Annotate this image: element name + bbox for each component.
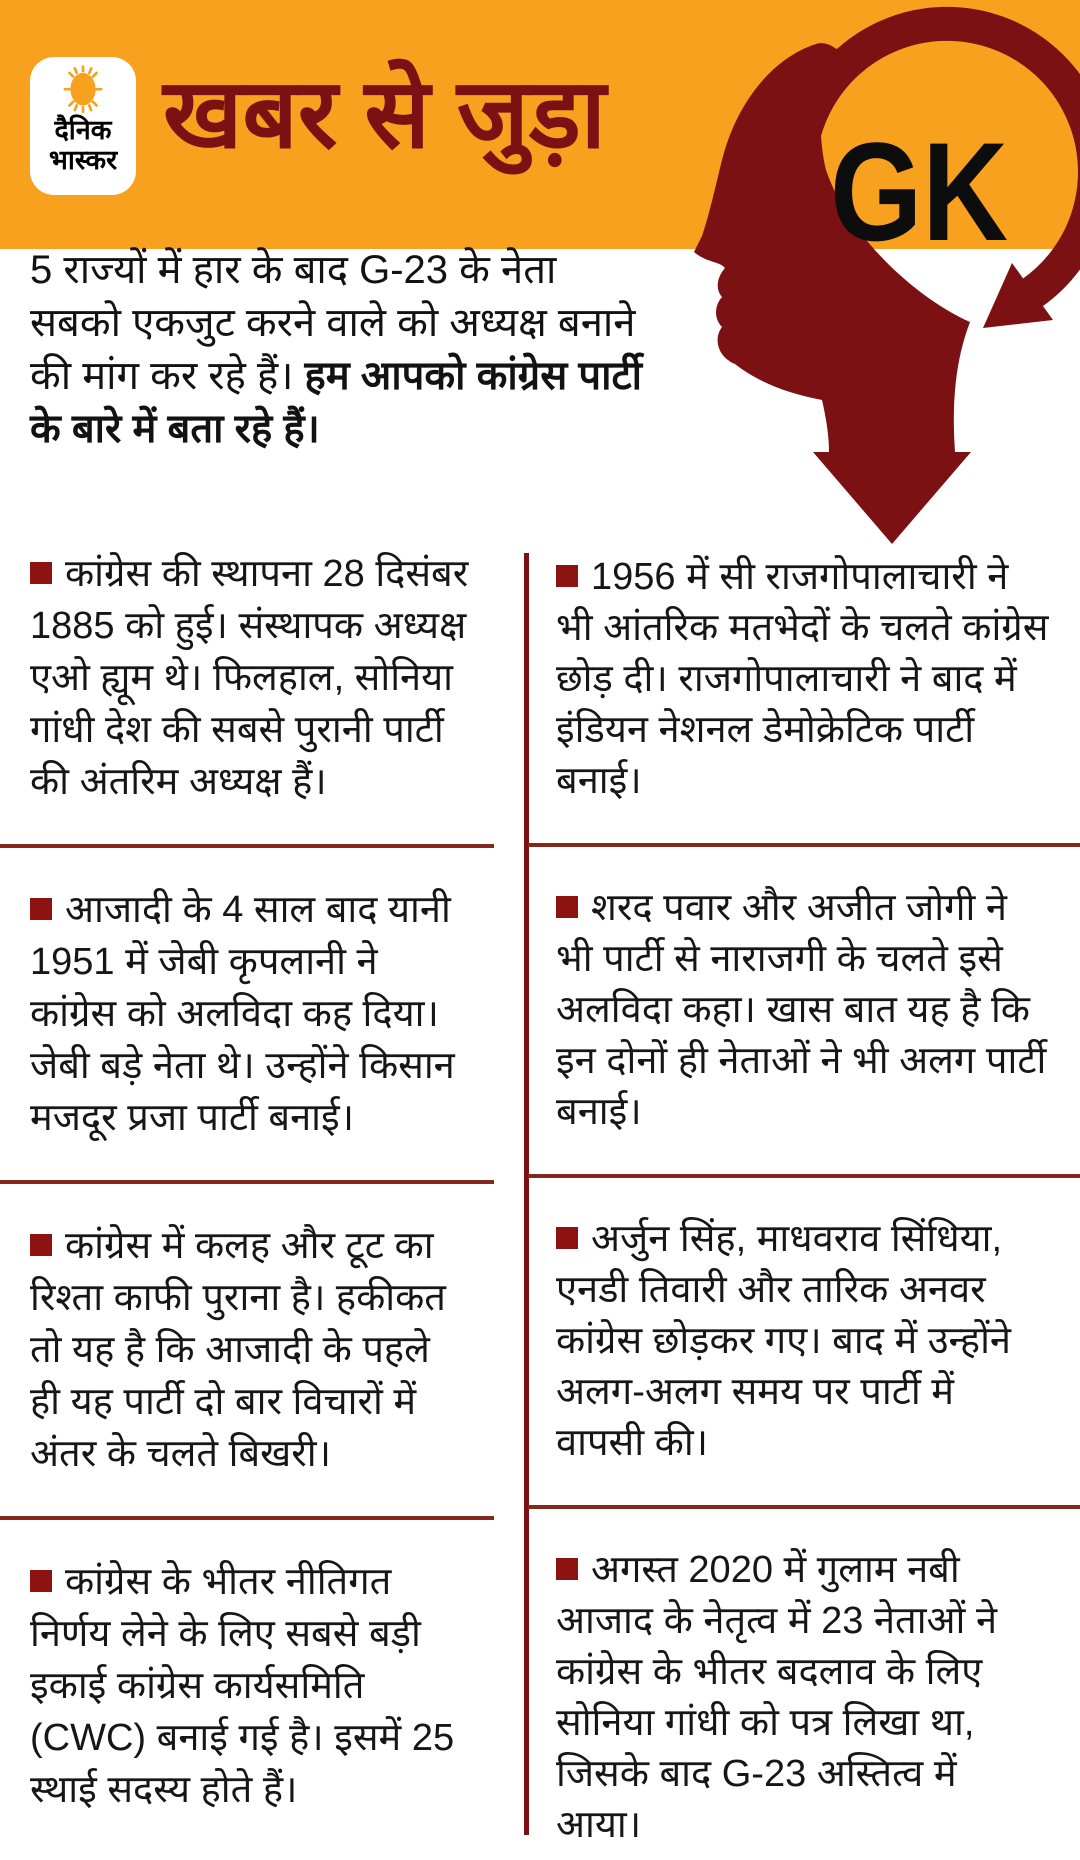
bullet-square-icon	[556, 896, 578, 918]
intro-text-bold: हम आपको कांग्रेस पार्टी के बारे में बता रहे हैं।	[30, 354, 642, 451]
bullet-square-icon	[556, 1227, 578, 1249]
divider	[0, 1516, 494, 1520]
list-item	[528, 883, 1080, 1138]
page-title: खबर से जुड़ा	[163, 59, 606, 168]
list-item-text: कांग्रेस में कलह और टूट का रिश्ता काफी पुराना है। हकीकत तो यह है कि आजादी के पहले ही यह पार्टी दो बार विचारों में अंतर के चलते बिखरी।	[30, 1225, 446, 1475]
bullet-square-icon	[30, 562, 52, 584]
list-item-text: आजादी के 4 साल बाद यानी 1951 में जेबी कृपलानी ने कांग्रेस को अलविदा कह दिया। जेबी बड़े नेता थे। उन्होंने किसान मजदूर प्रजा पार्टी बनाई।	[30, 889, 455, 1139]
logo-line2: भास्कर	[48, 145, 118, 175]
bullet-square-icon	[30, 1234, 52, 1256]
right-column	[528, 552, 1080, 1851]
list-item	[0, 548, 494, 808]
logo-wordmark	[49, 115, 117, 175]
bullet-square-icon	[30, 898, 52, 920]
list-item	[528, 552, 1080, 807]
bullet-square-icon	[30, 1570, 52, 1592]
list-item	[0, 1556, 494, 1816]
bullet-square-icon	[556, 565, 578, 587]
list-item-text: कांग्रेस की स्थापना 28 दिसंबर 1885 को हुई। संस्थापक अध्यक्ष एओ ह्यूम थे। फिलहाल, सोनिया गांधी देश की सबसे पुरानी पार्टी की अंतरिम अध्यक्ष हैं।	[30, 553, 469, 803]
divider	[528, 1505, 1080, 1509]
divider	[528, 1174, 1080, 1178]
list-item	[528, 1214, 1080, 1469]
list-item-text: शरद पवार और अजीत जोगी ने भी पार्टी से नाराजगी के चलते इसे अलविदा कहा। खास बात यह है कि इन दोनों ही नेताओं ने भी अलग पार्टी बनाई।	[556, 887, 1047, 1133]
dainik-bhaskar-logo	[30, 57, 136, 195]
divider	[0, 1180, 494, 1184]
head-silhouette-illustration	[620, 0, 1080, 570]
gk-label: GK	[830, 113, 1008, 270]
divider	[0, 844, 494, 848]
divider	[528, 843, 1080, 847]
list-item	[0, 884, 494, 1144]
list-item	[0, 1220, 494, 1480]
list-item-text: अर्जुन सिंह, माधवराव सिंधिया, एनडी तिवारी और तारिक अनवर कांग्रेस छोड़कर गए। बाद में उन्होंने अलग-अलग समय पर पार्टी में वापसी की।	[556, 1218, 1012, 1464]
intro-text: 5 राज्यों में हार के बाद G-23 के नेता सबको एकजुट करने वाले को अध्यक्ष बनाने की मांग कर रहे हैं।	[30, 248, 636, 398]
list-item-text: अगस्त 2020 में गुलाम नबी आजाद के नेतृत्व में 23 नेताओं ने कांग्रेस के भीतर बदलाव के लिए सोनिया गांधी को पत्र लिखा था, जिसके बाद G-23 अस्तित्व में आया।	[556, 1549, 998, 1846]
left-column	[0, 548, 494, 1816]
sun-icon	[54, 63, 112, 119]
logo-line1: दैनिक	[54, 115, 112, 145]
bullet-square-icon	[556, 1558, 578, 1580]
intro-paragraph	[30, 244, 655, 456]
list-item	[528, 1545, 1080, 1851]
list-item-text: 1956 में सी राजगोपालाचारी ने भी आंतरिक मतभेदों के चलते कांग्रेस छोड़ दी। राजगोपालाचारी ने बाद में इंडियन नेशनल डेमोक्रेटिक पार्टी बनाई।	[556, 556, 1049, 802]
list-item-text: कांग्रेस के भीतर नीतिगत निर्णय लेने के लिए सबसे बड़ी इकाई कांग्रेस कार्यसमिति (CWC) बनाई गई है। इसमें 25 स्थाई सदस्य होते हैं।	[30, 1561, 455, 1811]
